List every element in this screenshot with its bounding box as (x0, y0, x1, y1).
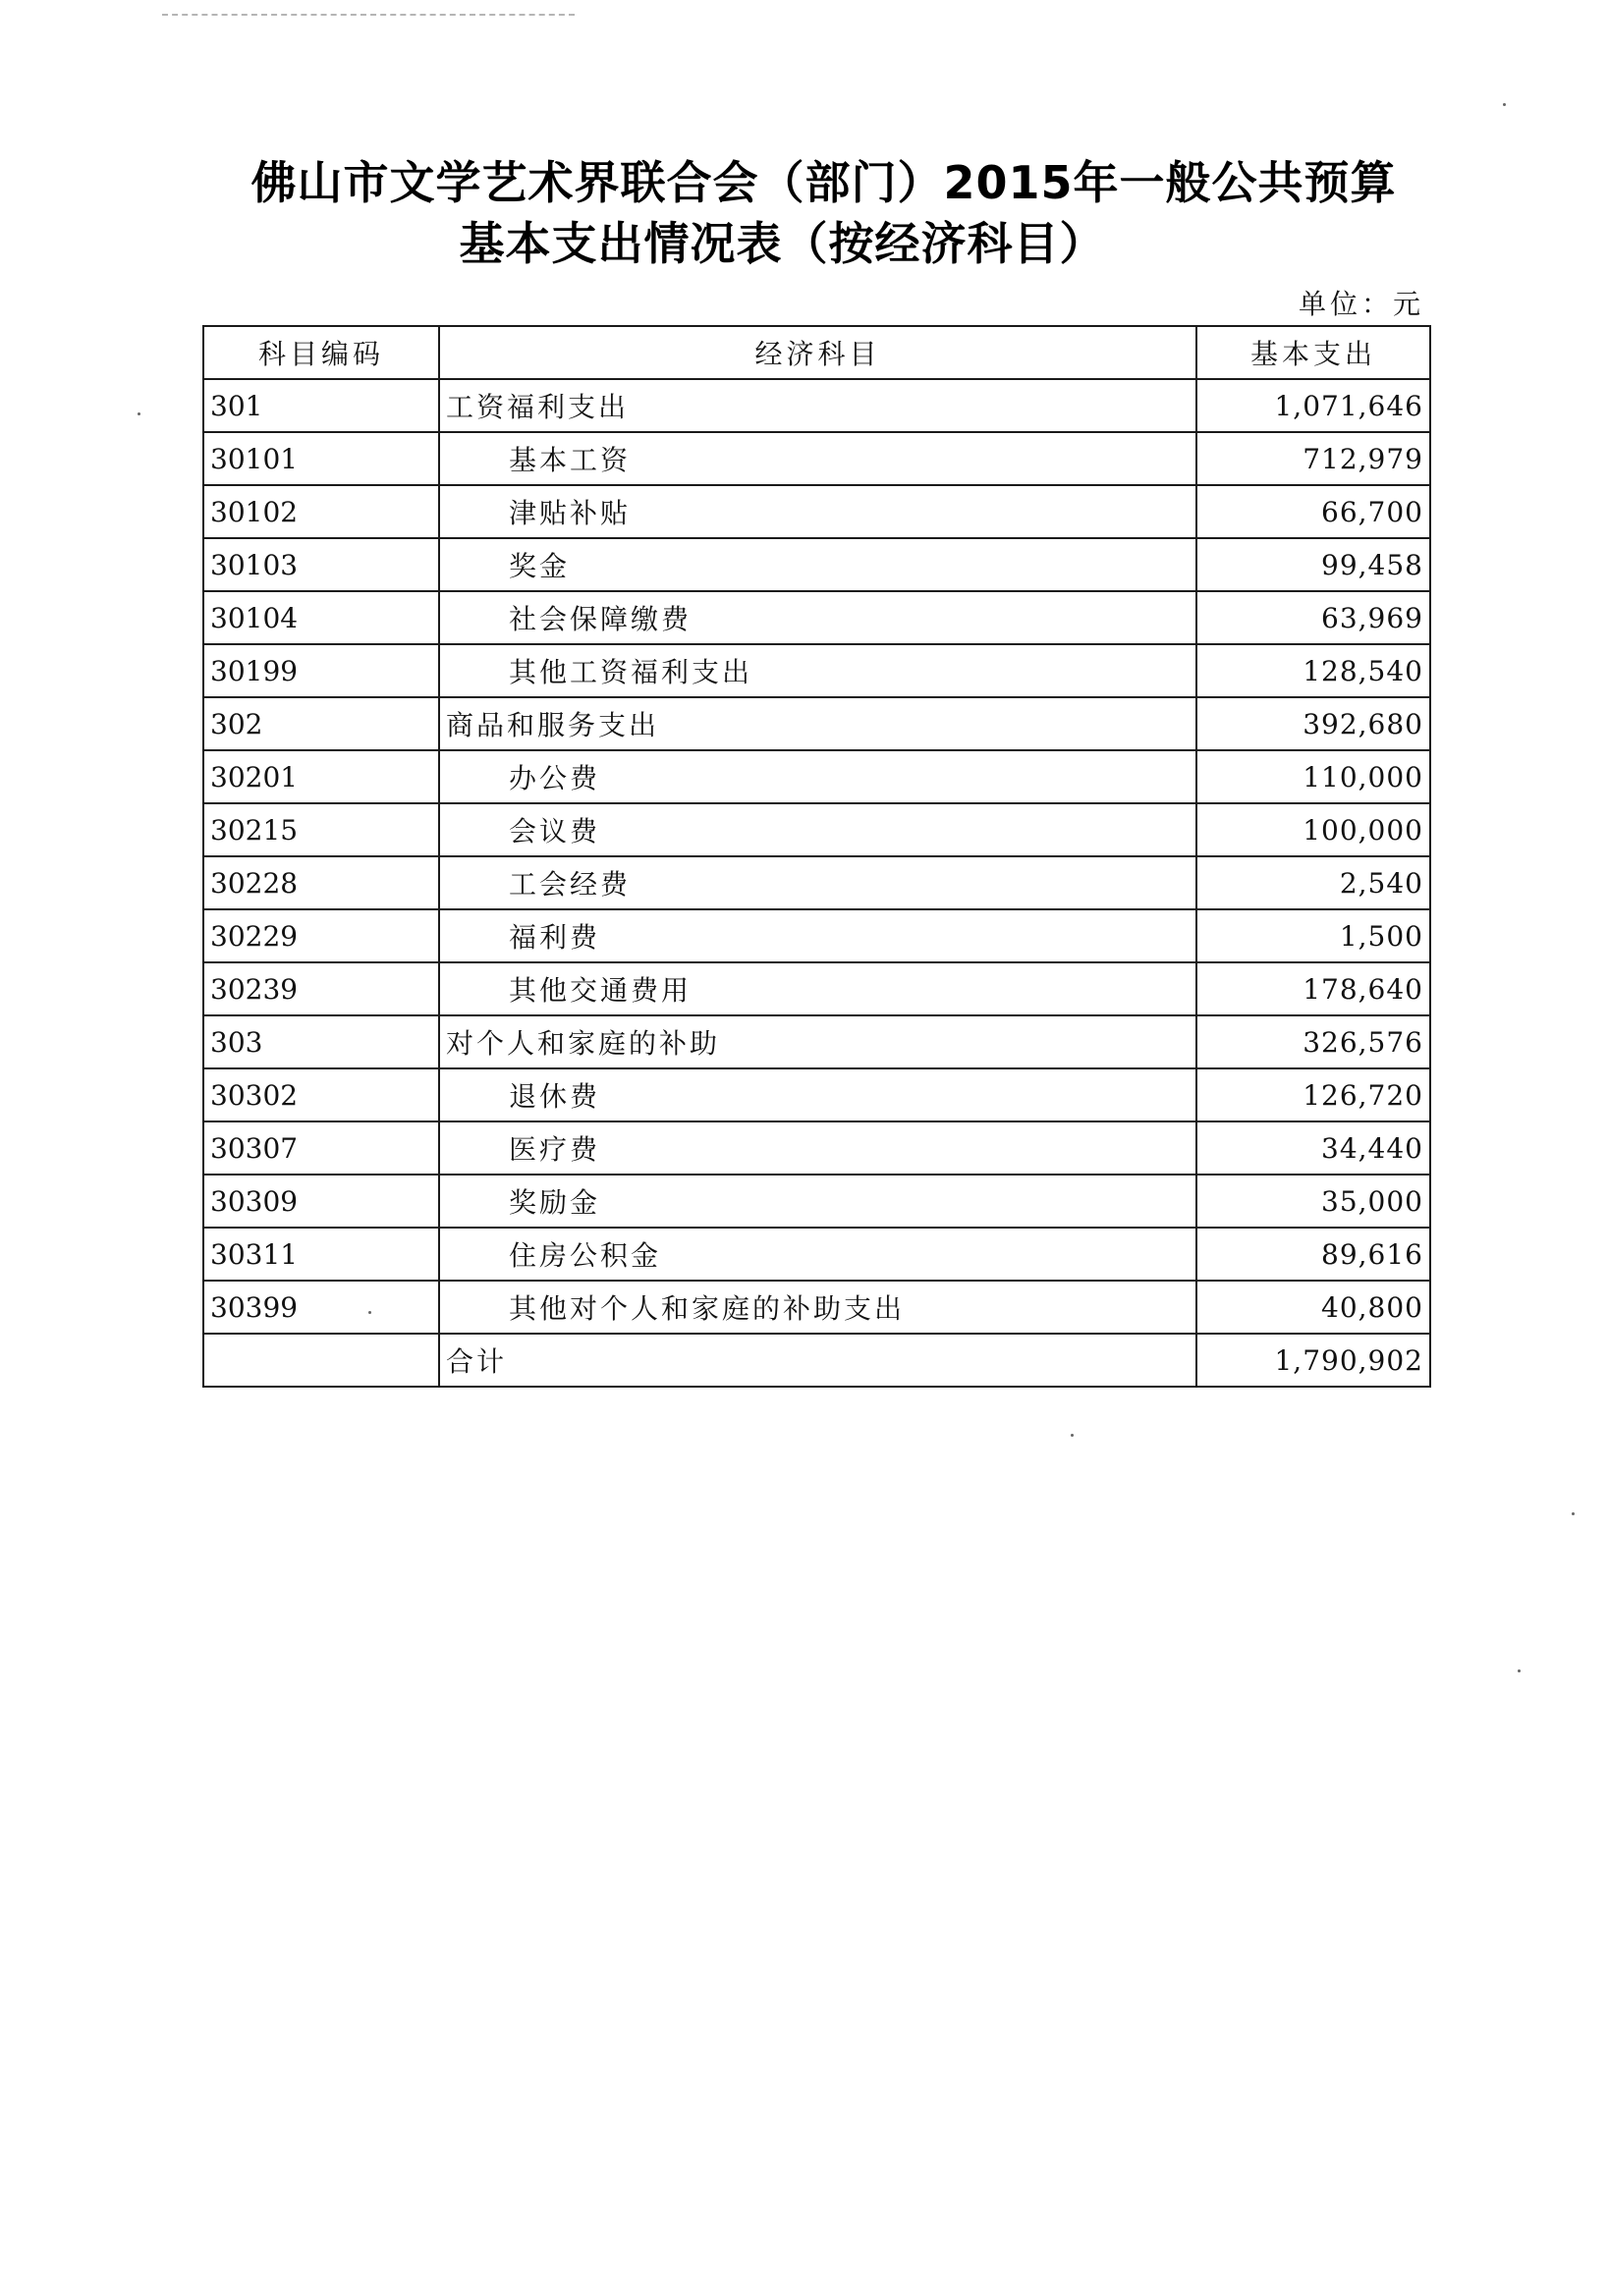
cell-amount: 34,440 (1196, 1121, 1430, 1175)
unit-label: 单位：元 (1298, 288, 1424, 320)
cell-name: 住房公积金 (439, 1228, 1196, 1281)
cell-code: 30101 (203, 432, 439, 485)
total-row (203, 1334, 1430, 1387)
cell-name: 奖励金 (439, 1175, 1196, 1228)
cell-name: 福利费 (439, 909, 1196, 962)
cell-name: 基本工资 (439, 432, 1196, 485)
cell-amount: 326,576 (1196, 1015, 1430, 1068)
cell-name: 对个人和家庭的补助 (439, 1015, 1196, 1068)
cell-amount: 99,458 (1196, 538, 1430, 591)
table-row (203, 750, 1430, 803)
cell-amount: 66,700 (1196, 485, 1430, 538)
table-row (203, 962, 1430, 1015)
cell-name: 津贴补贴 (439, 485, 1196, 538)
table-row (203, 485, 1430, 538)
scan-speck (368, 1311, 371, 1314)
cell-amount: 40,800 (1196, 1281, 1430, 1334)
table-row (203, 909, 1430, 962)
table-row (203, 856, 1430, 909)
table-header-row (203, 326, 1430, 379)
scan-speck (1503, 103, 1506, 106)
cell-code: 30311 (203, 1228, 439, 1281)
header-name: 经济科目 (439, 326, 1196, 379)
cell-name: 其他交通费用 (439, 962, 1196, 1015)
cell-amount: 89,616 (1196, 1228, 1430, 1281)
scan-speck (1572, 1512, 1575, 1515)
budget-table (202, 325, 1431, 1388)
cell-name: 其他工资福利支出 (439, 644, 1196, 697)
cell-amount: 178,640 (1196, 962, 1430, 1015)
table-body (203, 379, 1430, 1387)
cell-name: 会议费 (439, 803, 1196, 856)
cell-code: 30302 (203, 1068, 439, 1121)
table-row (203, 591, 1430, 644)
cell-name: 工会经费 (439, 856, 1196, 909)
table-row (203, 379, 1430, 432)
cell-name: 工资福利支出 (439, 379, 1196, 432)
table-row (203, 697, 1430, 750)
cell-name: 奖金 (439, 538, 1196, 591)
table-row (203, 1121, 1430, 1175)
table-row (203, 1228, 1430, 1281)
cell-code: 30103 (203, 538, 439, 591)
scan-speck (138, 412, 140, 415)
cell-amount: 126,720 (1196, 1068, 1430, 1121)
table-row (203, 1068, 1430, 1121)
table-row (203, 432, 1430, 485)
cell-amount: 712,979 (1196, 432, 1430, 485)
cell-code: 302 (203, 697, 439, 750)
cell-name: 办公费 (439, 750, 1196, 803)
cell-name: 退休费 (439, 1068, 1196, 1121)
table-row (203, 538, 1430, 591)
cell-amount: 63,969 (1196, 591, 1430, 644)
cell-amount: 2,540 (1196, 856, 1430, 909)
cell-amount: 110,000 (1196, 750, 1430, 803)
cell-code: 30309 (203, 1175, 439, 1228)
cell-code: 30199 (203, 644, 439, 697)
cell-amount: 1,790,902 (1196, 1334, 1430, 1387)
table-row (203, 1015, 1430, 1068)
table-row (203, 644, 1430, 697)
scan-speck (1071, 1434, 1074, 1437)
cell-code: 30102 (203, 485, 439, 538)
cell-code: 30215 (203, 803, 439, 856)
table-row (203, 1175, 1430, 1228)
cell-amount: 1,071,646 (1196, 379, 1430, 432)
page-title-line-1: 佛山市文学艺术界联合会（部门）2015年一般公共预算 (250, 156, 1397, 209)
cell-name: 商品和服务支出 (439, 697, 1196, 750)
cell-name: 合计 (439, 1334, 1196, 1387)
cell-amount: 100,000 (1196, 803, 1430, 856)
cell-code: 303 (203, 1015, 439, 1068)
cell-code (203, 1334, 439, 1387)
cell-code: 30399 (203, 1281, 439, 1334)
cell-amount: 35,000 (1196, 1175, 1430, 1228)
scan-speck (1518, 1669, 1521, 1672)
table-row (203, 803, 1430, 856)
cell-code: 30201 (203, 750, 439, 803)
cell-amount: 128,540 (1196, 644, 1430, 697)
cell-name: 社会保障缴费 (439, 591, 1196, 644)
cell-code: 30228 (203, 856, 439, 909)
cell-code: 301 (203, 379, 439, 432)
cell-code: 30307 (203, 1121, 439, 1175)
table-row (203, 1281, 1430, 1334)
cell-code: 30239 (203, 962, 439, 1015)
header-code: 科目编码 (203, 326, 439, 379)
cell-amount: 1,500 (1196, 909, 1430, 962)
page-title-line-2: 基本支出情况表（按经济科目） (459, 217, 1106, 270)
scan-edge-marks (162, 14, 575, 19)
header-amount: 基本支出 (1196, 326, 1430, 379)
cell-name: 其他对个人和家庭的补助支出 (439, 1281, 1196, 1334)
cell-code: 30104 (203, 591, 439, 644)
cell-code: 30229 (203, 909, 439, 962)
cell-name: 医疗费 (439, 1121, 1196, 1175)
cell-amount: 392,680 (1196, 697, 1430, 750)
